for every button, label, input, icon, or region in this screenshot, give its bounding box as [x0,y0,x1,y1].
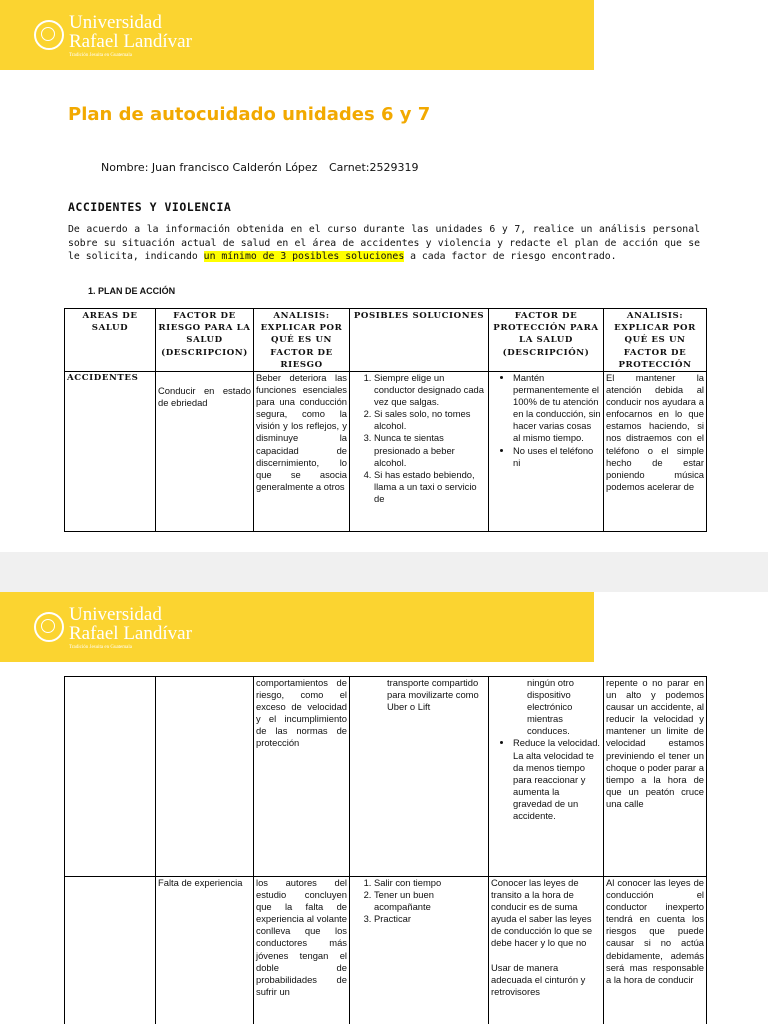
protection-continuation: ningún otro dispositivo electrónico mientras conduces. [527,677,574,737]
document-page-2 [0,592,768,1024]
section-heading: ACCIDENTES Y VIOLENCIA [68,200,232,214]
risk-cell: Falta de experiencia [156,877,254,1024]
intro-paragraph [68,223,700,264]
document-title: Plan de autocuidado unidades 6 y 7 [68,104,431,125]
table-row [65,677,707,877]
solution-item: 3. Nunca te sientas presionado a beber alcohol. [374,432,486,468]
solution-item: 1. Siempre elige un conductor designado cada vez que salgas. [374,372,486,408]
header-risk-analysis: ANALISIS: EXPLICAR POR QUÉ ES UN FACTOR DE RIESGO [254,309,350,372]
risk-cell: Conducir en estado de ebriedad [156,372,254,532]
intro-text-end: a cada factor de riesgo encontrado. [404,251,617,263]
table-row [65,877,707,1024]
header-band [0,592,594,662]
action-plan-table [64,308,707,532]
solutions-cell [350,677,489,877]
table-header-row [65,309,707,372]
protection-cell [489,677,604,877]
university-logo [34,604,192,650]
area-cell [65,877,156,1024]
area-cell: ACCIDENTES [65,372,156,532]
area-cell [65,677,156,877]
risk-cell [156,677,254,877]
protection-analysis-cell: Al conocer las leyes de conducción el conductor inexperto tendrá en cuenta los riesgos que puede causar si no actúa debidamente, además será mas responsable a la hora de conducir [604,877,707,1024]
header-protection-factor: FACTOR DE PROTECCIÓN PARA LA SALUD (DESCRIPCIÓN) [489,309,604,372]
logo-tagline: Tradición Jesuita en Guatemala [69,52,132,58]
solutions-cell [350,372,489,532]
logo-tagline: Tradición Jesuita en Guatemala [69,644,132,650]
protection-cell [489,877,604,1024]
action-plan-table-continued [64,676,707,1024]
intro-highlight: un mínimo de 3 posibles soluciones [203,251,405,263]
plan-heading: 1. PLAN DE ACCIÓN [88,286,176,296]
solution-item: 1. Salir con tiempo [374,877,486,889]
solution-item: 2. Tener un buen acompañante [374,889,486,913]
protection-paragraph: Usar de manera adecuada el cinturón y retrovisores [491,961,586,997]
logo-line-2: Rafael Landívar [69,622,192,644]
protection-item: • Mantén permanentemente el 100% de tu atención en la conducción, sin hacer varias cosas al mismo tiempo. [513,372,601,445]
header-solutions: POSIBLES SOLUCIONES [350,309,489,372]
protection-cell [489,372,604,532]
student-name: Nombre: Juan francisco Calderón López [101,161,318,174]
risk-analysis-cell: Beber deteriora las funciones esenciales para una conducción segura, como la visión y los reflejos, y disminuye la capacidad de discernimiento, lo que se asocia generalmente a otros [254,372,350,532]
table-row [65,372,707,532]
intro-text-start: De acuerdo a la información obtenida en el curso durante las unidades 6 y 7, realice un análisis personal sobre su situación actual de salud en el área de accidentes y violencia y redacte el plan de acción que se le solicita, indicando [68,224,700,263]
risk-analysis-cell: comportamientos de riesgo, como el exceso de velocidad y el incumplimiento de las normas de protección [254,677,350,877]
solution-item: 4. Si has estado bebiendo, llama a un taxi o servicio de [374,469,486,505]
logo-line-1: Universidad [69,603,162,625]
header-risk-factor: FACTOR DE RIESGO PARA LA SALUD (DESCRIPCION) [156,309,254,372]
header-areas: AREAS DE SALUD [65,309,156,372]
logo-line-2: Rafael Landívar [69,30,192,52]
risk-analysis-cell: los autores del estudio concluyen que la falta de experiencia al volante conlleva que los conductores más jóvenes tengan el doble de probabilidades de sufrir un [254,877,350,1024]
logo-line-1: Universidad [69,11,162,33]
solutions-cell [350,877,489,1024]
protection-item: • Reduce la velocidad. La alta velocidad te da menos tiempo para reaccionar y aumenta la gravedad de un accidente. [513,737,601,822]
protection-analysis-cell: El mantener la atención debida al conducir nos ayudara a enfocarnos en lo que estamos haciendo, si nos distraemos con el teléfono o el simple hecho de estar poniendo música podemos acelerar de [604,372,707,532]
university-logo [34,12,192,58]
solution-continuation: transporte compartido para movilizarte como Uber o Lift [387,677,479,713]
header-protection-analysis: ANALISIS: EXPLICAR POR QUÉ ES UN FACTOR DE PROTECCIÓN [604,309,707,372]
protection-item: • No uses el teléfono ni [513,445,601,469]
header-band [0,0,594,70]
student-info [101,161,426,174]
solution-item: 3. Practicar [374,913,486,925]
university-seal-icon [34,20,64,50]
university-seal-icon [34,612,64,642]
protection-analysis-cell: repente o no parar en un alto y podemos causar un accidente, al reducir la velocidad y mantener un limite de velocidad estamos previniendo el tener un choque o poder parar a tiempo a la hora de que un peatón cruce una calle [604,677,707,877]
protection-paragraph: Conocer las leyes de transito a la hora de conducir es de suma ayuda el saber las leyes de conducción lo que se debe hacer y lo que no [491,877,593,949]
solution-item: 2. Si sales solo, no tomes alcohol. [374,408,486,432]
student-carnet: Carnet:2529319 [328,161,419,174]
